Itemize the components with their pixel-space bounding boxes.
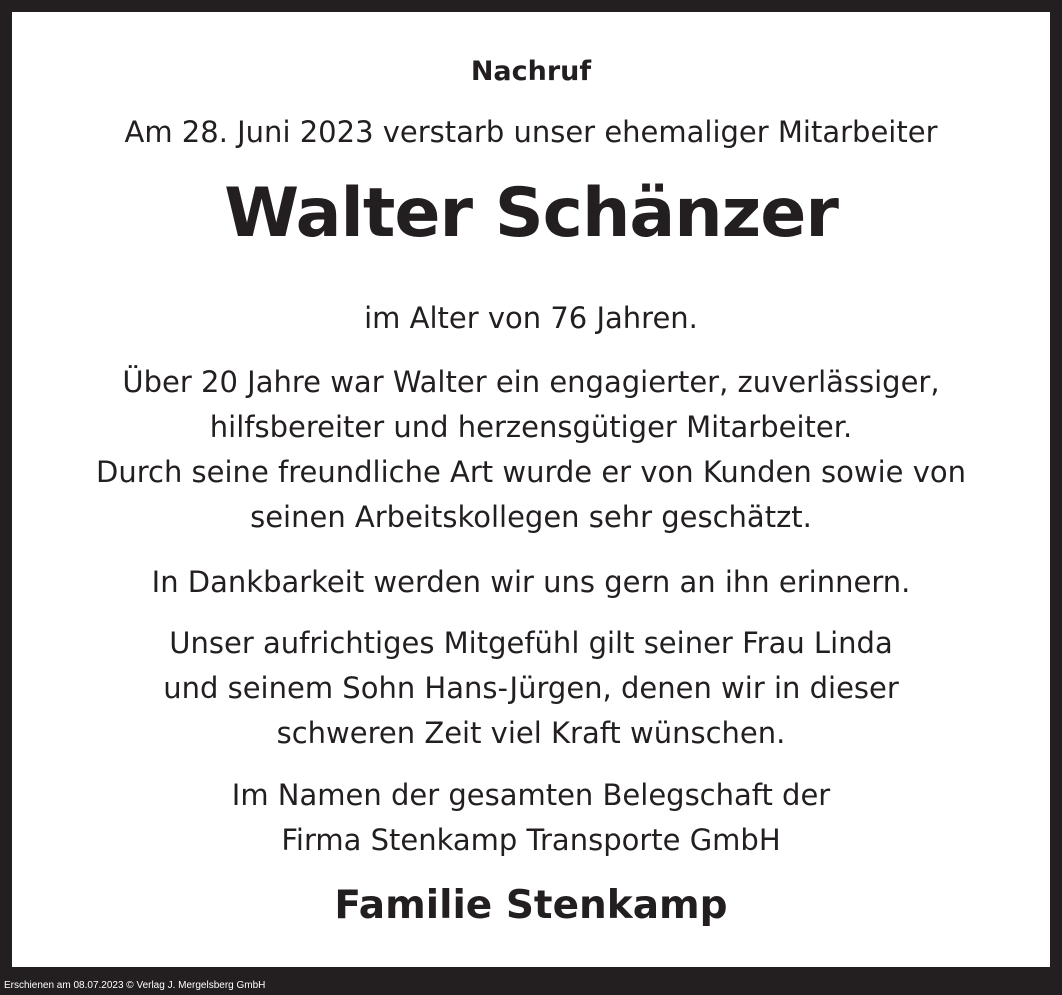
tribute-line: seinen Arbeitskollegen sehr geschätzt. <box>250 500 812 534</box>
intro-text: Am 28. Juni 2023 verstarb unser ehemaliger Mitarbeiter <box>124 115 938 149</box>
signature: Familie Stenkamp <box>334 883 728 928</box>
tribute-line: Über 20 Jahre war Walter ein engagierter, zuverlässiger, <box>122 365 940 399</box>
condolence-line: Unser aufrichtiges Mitgefühl gilt seiner Frau Linda <box>169 626 893 660</box>
tribute-line: Durch seine freundliche Art wurde er von Kunden sowie von <box>96 455 966 489</box>
notice-heading: Nachruf <box>470 56 592 87</box>
on-behalf-line: Im Namen der gesamten Belegschaft der <box>231 778 831 812</box>
gratitude-text: In Dankbarkeit werden wir uns gern an ihn erinnern. <box>151 565 911 599</box>
publication-footer: Erschienen am 08.07.2023 © Verlag J. Mergelsberg GmbH <box>4 980 266 991</box>
on-behalf-line: Firma Stenkamp Transporte GmbH <box>281 823 781 857</box>
deceased-name: Walter Schänzer <box>224 174 838 253</box>
obituary-notice <box>12 12 1050 967</box>
condolence-line: schweren Zeit viel Kraft wünschen. <box>276 716 786 750</box>
condolence-line: und seinem Sohn Hans-Jürgen, denen wir in dieser <box>163 671 899 705</box>
tribute-line: hilfsbereiter und herzensgütiger Mitarbeiter. <box>209 410 853 444</box>
age-text: im Alter von 76 Jahren. <box>364 301 698 335</box>
